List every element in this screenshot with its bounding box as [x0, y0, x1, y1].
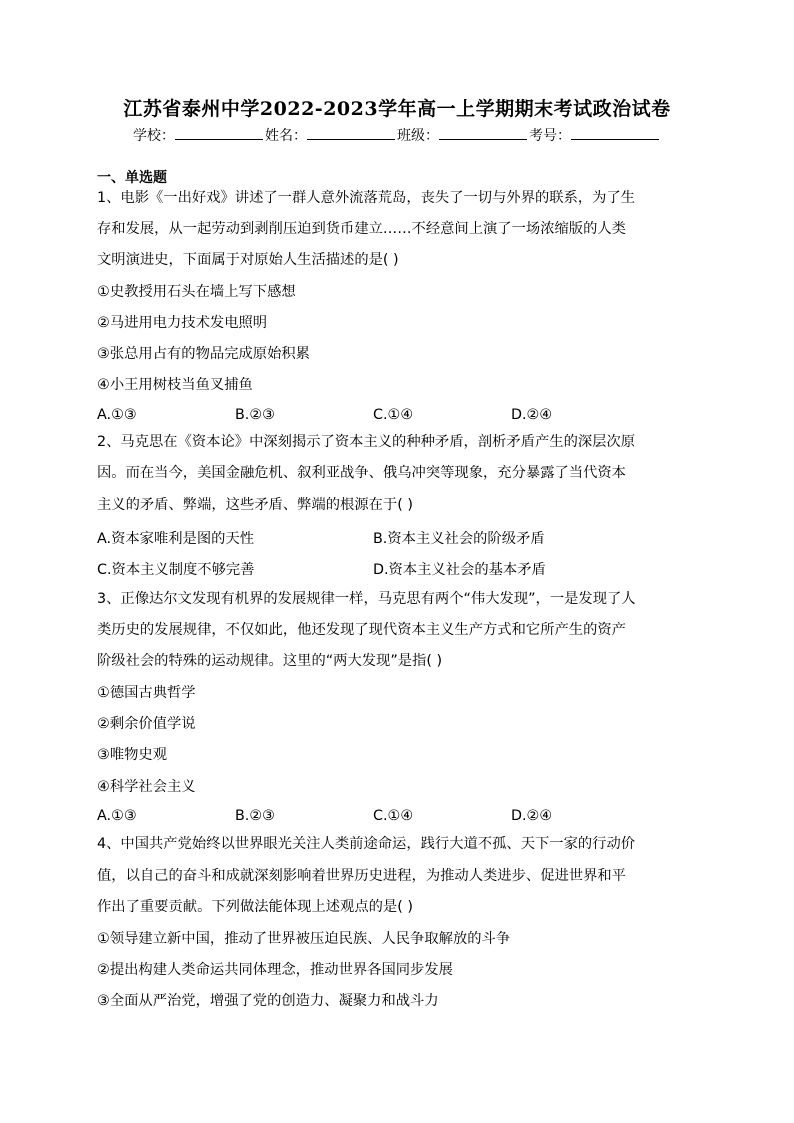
- question-4-item: ①领导建立新中国，推动了世界被压迫民族、人民争取解放的斗争: [97, 931, 511, 947]
- question-1-line: 存和发展，从一起劳动到剥削压迫到货币建立……不经意间上演了一场浓缩版的人类: [97, 221, 626, 237]
- question-4-line: 4、中国共产党始终以世界眼光关注人类前途命运，践行大道不孤、天下一家的行动价: [97, 836, 636, 852]
- number-label: 考号：: [529, 128, 571, 144]
- exam-title: 江苏省泰州中学2022-2023学年高一上学期期末考试政治试卷: [123, 98, 671, 120]
- section-heading: 一、单选题: [97, 170, 167, 186]
- question-1-line: 1、电影《一出好戏》讲述了一群人意外流落荒岛，丧失了一切与外界的联系，为了生: [97, 190, 636, 206]
- question-2-line: 2、马克思在《资本论》中深刻揭示了资本主义的种种矛盾，剖析矛盾产生的深层次原: [97, 434, 636, 450]
- question-2-option-d[interactable]: D.资本主义社会的基本矛盾: [373, 562, 546, 578]
- question-3-option-a[interactable]: A.①③: [97, 808, 137, 824]
- school-field[interactable]: [175, 125, 263, 140]
- question-1-item: ④小王用树枝当鱼叉捕鱼: [97, 377, 253, 393]
- question-4-line: 作出了重要贡献。下列做法能体现上述观点的是( ): [97, 899, 413, 915]
- class-field[interactable]: [439, 125, 527, 140]
- question-1-option-b[interactable]: B.②③: [235, 407, 275, 423]
- question-1-option-a[interactable]: A.①③: [97, 407, 137, 423]
- name-field[interactable]: [307, 125, 395, 140]
- question-3-option-d[interactable]: D.②④: [511, 808, 553, 824]
- question-1-option-c[interactable]: C.①④: [373, 407, 414, 423]
- number-field[interactable]: [571, 125, 659, 140]
- question-1-line: 文明演进史，下面属于对原始人生活描述的是( ): [97, 252, 399, 268]
- question-2-line: 因。而在当今，美国金融危机、叙利亚战争、俄乌冲突等现象，充分暴露了当代资本: [97, 465, 626, 481]
- question-1-item: ①史教授用石头在墙上写下感想: [97, 284, 296, 300]
- question-2-option-b[interactable]: B.资本主义社会的阶级矛盾: [373, 531, 545, 547]
- question-1-item: ③张总用占有的物品完成原始积累: [97, 346, 310, 362]
- question-1-option-d[interactable]: D.②④: [511, 407, 553, 423]
- question-3-item: ②剩余价值学说: [97, 716, 196, 732]
- question-3-item: ④科学社会主义: [97, 779, 196, 795]
- question-3-line: 类历史的发展规律，不仅如此，他还发现了现代资本主义生产方式和它所产生的资产: [97, 622, 626, 638]
- question-2-option-c[interactable]: C.资本主义制度不够完善: [97, 562, 255, 578]
- question-3-option-c[interactable]: C.①④: [373, 808, 414, 824]
- question-3-option-b[interactable]: B.②③: [235, 808, 275, 824]
- school-label: 学校：: [133, 128, 175, 144]
- name-label: 姓名：: [265, 128, 307, 144]
- question-4-line: 值，以自己的奋斗和成就深刻影响着世界历史进程，为推动人类进步、促进世界和平: [97, 868, 626, 884]
- question-3-line: 阶级社会的特殊的运动规律。这里的“两大发现”是指( ): [97, 653, 443, 669]
- student-info-row: [0, 125, 794, 145]
- question-3-line: 3、正像达尔文发现有机界的发展规律一样，马克思有两个“伟大发现”，一是发现了人: [97, 591, 636, 607]
- question-2-line: 主义的矛盾、弊端，这些矛盾、弊端的根源在于( ): [97, 497, 413, 513]
- question-4-item: ②提出构建人类命运共同体理念，推动世界各国同步发展: [97, 962, 453, 978]
- question-1-item: ②马进用电力技术发电照明: [97, 315, 268, 331]
- question-3-item: ①德国古典哲学: [97, 685, 196, 701]
- question-2-option-a[interactable]: A.资本家唯利是图的天性: [97, 531, 255, 547]
- question-3-item: ③唯物史观: [97, 747, 168, 763]
- question-4-item: ③全面从严治党，增强了党的创造力、凝聚力和战斗力: [97, 993, 439, 1009]
- class-label: 班级：: [397, 128, 439, 144]
